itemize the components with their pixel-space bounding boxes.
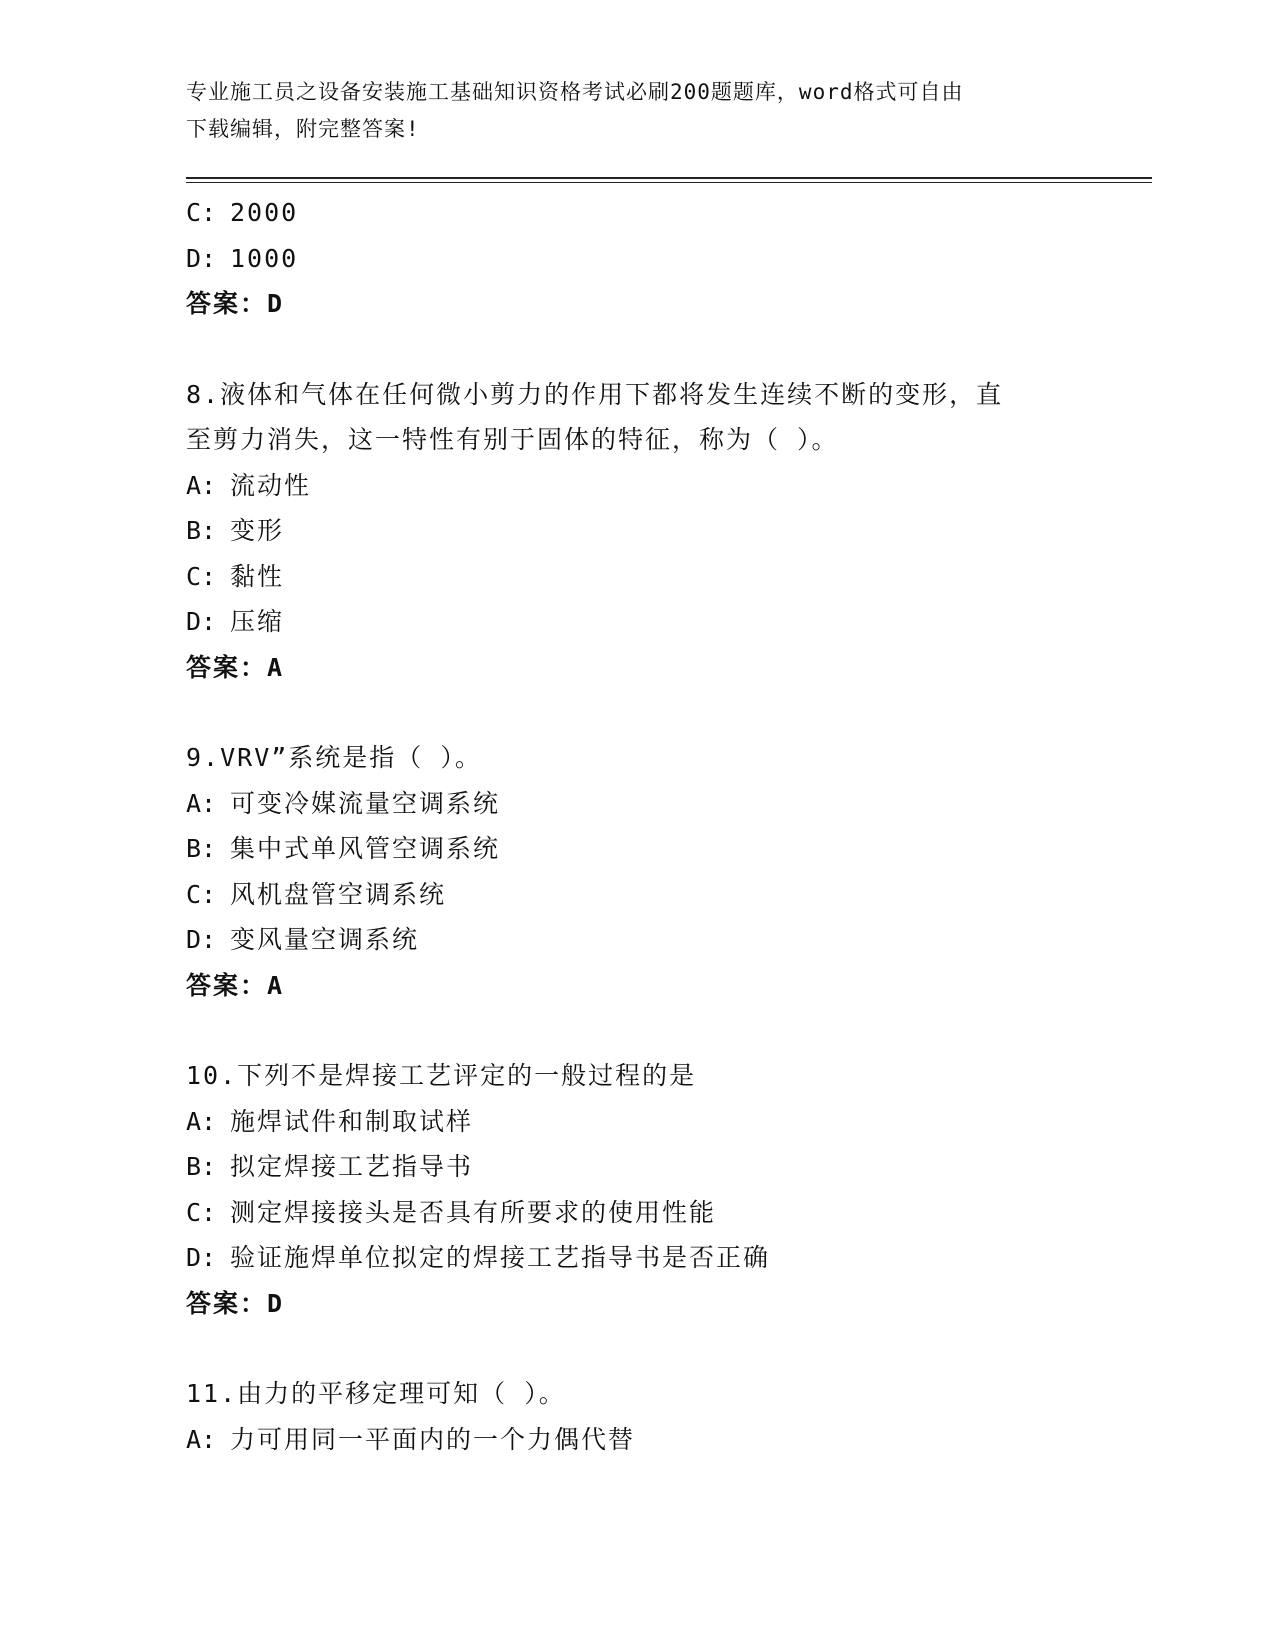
option-a: A: 可变冷媒流量空调系统 <box>186 788 501 818</box>
option-a: A: 流动性 <box>186 470 312 500</box>
option-b: B: 变形 <box>186 516 285 545</box>
option-a: A: 施焊试件和制取试样 <box>186 1106 474 1136</box>
question-stem-continued: 至剪力消失，这一特性有别于固体的特征，称为（ ）。 <box>186 425 839 454</box>
option-d: D: 压缩 <box>186 607 285 636</box>
answer-line: 答案：D <box>186 289 285 318</box>
question-stem: 10.下列不是焊接工艺评定的一般过程的是 <box>186 1061 697 1090</box>
header-rule-thick <box>186 177 1152 179</box>
question-stem: 11.由力的平移定理可知（ ）。 <box>186 1379 566 1408</box>
option-c: C: 风机盘管空调系统 <box>186 879 447 909</box>
option-c: C: 黏性 <box>186 561 285 591</box>
option-c: C: 测定焊接接头是否具有所要求的使用性能 <box>186 1197 717 1227</box>
question-list <box>186 190 1146 1462</box>
option-d: D: 变风量空调系统 <box>186 925 420 954</box>
question-block-10 <box>186 1053 1146 1326</box>
question-block-7 <box>186 190 1146 327</box>
option-b: B: 集中式单风管空调系统 <box>186 834 501 863</box>
question-block-11 <box>186 1371 1146 1462</box>
question-stem: 8.液体和气体在任何微小剪力的作用下都将发生连续不断的变形，直 <box>186 379 1004 409</box>
option-d: D: 验证施焊单位拟定的焊接工艺指导书是否正确 <box>186 1243 771 1272</box>
answer-line: 答案：A <box>186 652 285 682</box>
question-block-8 <box>186 372 1146 691</box>
question-block-9 <box>186 735 1146 1008</box>
option-b: B: 拟定焊接工艺指导书 <box>186 1152 474 1181</box>
header-line-2: 下载编辑，附完整答案! <box>186 117 420 141</box>
option-c: C: 2000 <box>186 198 299 227</box>
header-rule-thin <box>186 182 1152 183</box>
document-header <box>186 74 1066 148</box>
question-stem: 9.VRV”系统是指（ ）。 <box>186 743 482 772</box>
option-d: D: 1000 <box>186 243 299 273</box>
answer-line: 答案：A <box>186 970 285 1000</box>
answer-line: 答案：D <box>186 1288 285 1318</box>
option-a: A: 力可用同一平面内的一个力偶代替 <box>186 1424 636 1454</box>
header-line-1: 专业施工员之设备安装施工基础知识资格考试必刷200题题库，word格式可自由 <box>186 80 964 104</box>
